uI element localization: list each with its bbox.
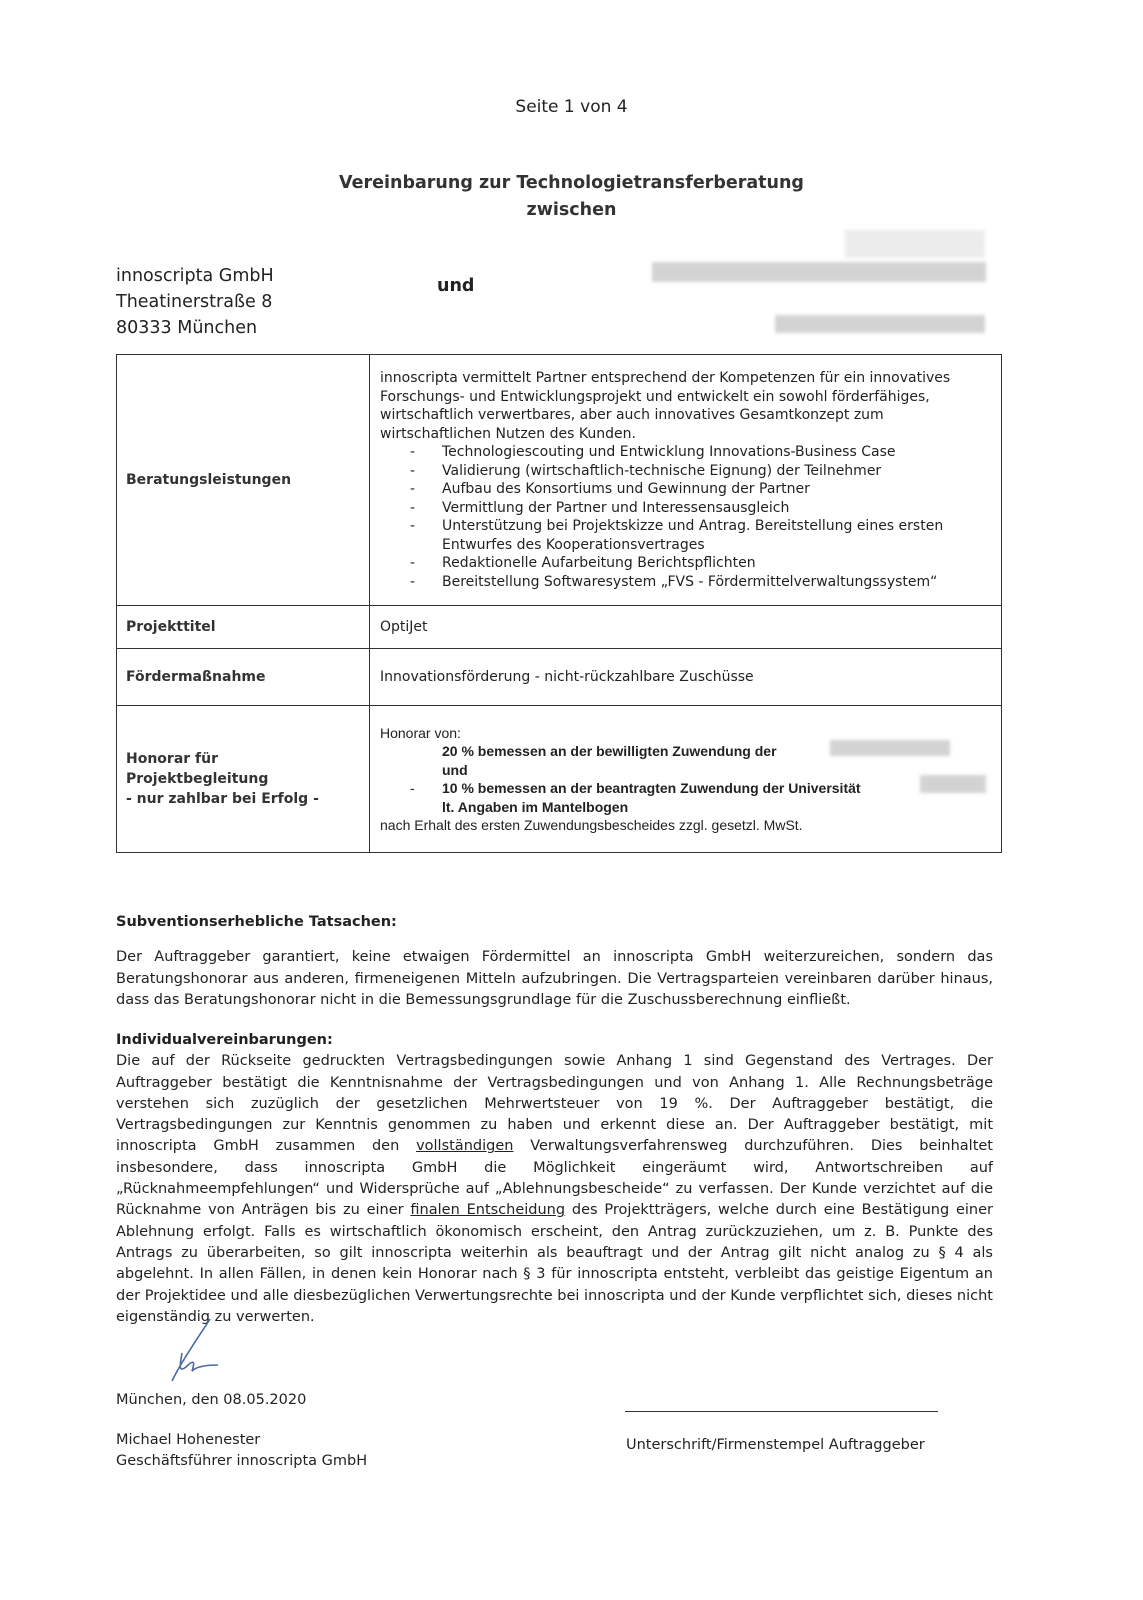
text-part: des Projektträgers, welche durch eine Bestätigung einer Ablehnung erfolgt. Falls es wirtschaftlich ökonomisch erscheint, den Antrag zurückzuziehen, um z. B. Punkte des Antrags zu überarbeiten, so gilt innoscripta weiterhin als beauftragt und der Antrag gilt nicht analog zu § 4 als abgelehnt. In allen Fällen, in denen kein Honorar nach § 3 für innoscripta entsteht, verbleibt das geistige Eigentum an der Projektidee und alle diesbezüglichen Verwertungsrechte bei innoscripta und der Kunde verpflichtet sich, dieses nicht eigenständig zu verwerten. (116, 1202, 993, 1325)
party-a-city: 80333 München (116, 318, 258, 338)
value-fee (370, 706, 1002, 853)
fee-line-3: - 10 % bemessen an der beantragten Zuwendung der Universität (410, 780, 861, 796)
signatory-name: Michael Hohenester (116, 1432, 261, 1448)
page-number: Seite 1 von 4 (515, 97, 628, 117)
party-a-street: Theatinerstraße 8 (116, 292, 273, 312)
individual-heading: Individualvereinbarungen: (116, 1032, 333, 1048)
services-list (380, 443, 991, 591)
individual-section (116, 1030, 993, 1328)
party-a-address (116, 263, 274, 341)
signatory-role: Geschäftsführer innoscripta GmbH (116, 1453, 368, 1469)
redacted-name (830, 740, 950, 756)
list-item: - Unterstützung bei Projektskizze und Antrag. Bereitstellung eines ersten Entwurfes des Kooperationsvertrages (380, 517, 991, 554)
underlined-text: finalen Entscheidung (410, 1202, 566, 1219)
agreement-table (116, 354, 1002, 853)
list-item: - Validierung (wirtschaftlich-technische Eignung) der Teilnehmer (380, 462, 991, 481)
fee-label-line: Projektbegleitung (126, 771, 269, 787)
list-item: - Aufbau des Konsortiums und Gewinnung der Partner (380, 480, 991, 499)
label-services: Beratungsleistungen (117, 355, 370, 606)
list-item: - Bereitstellung Softwaresystem „FVS - Fördermittelverwaltungssystem“ (380, 573, 991, 592)
document-title (0, 170, 1143, 224)
services-intro: innoscripta vermittelt Partner entsprechend der Kompetenzen für ein innovatives Forschungs- und Entwicklungsprojekt und entwickelt ein sowohl förderfähiges, wirtschaftlich verwertbares, aber auch innovatives Gesamtkonzept zum wirtschaftlichen Nutzen des Kunden. (380, 370, 951, 442)
fee-label-line: Honorar für (126, 751, 219, 767)
fee-line-3-text: 10 % bemessen an der beantragten Zuwendung der Universität (442, 780, 861, 796)
fee-line-1: 20 % bemessen an der bewilligten Zuwendung der (442, 743, 777, 759)
client-signature-label: Unterschrift/Firmenstempel Auftraggeber (626, 1437, 925, 1453)
signatory (116, 1430, 367, 1472)
table-row-services (117, 355, 1002, 606)
value-services (370, 355, 1002, 606)
label-fee (117, 706, 370, 853)
fee-line-2: und (442, 761, 468, 778)
connector: und (437, 276, 475, 296)
table-row-fee (117, 706, 1002, 853)
subsidy-section (116, 912, 993, 1011)
fee-outro: nach Erhalt des ersten Zuwendungsbescheides zzgl. gesetzl. MwSt. (380, 817, 803, 833)
fee-label-line: - nur zahlbar bei Erfolg - (126, 791, 319, 807)
text-part: Die auf der Rückseite gedruckten Vertragsbedingungen sowie Anhang 1 sind Gegenstand des Vertrages. Der Auftraggeber bestätigt die Kenntnisnahme der Vertragsbedingungen und von Anhang 1. Alle Rechnungsbeträge verstehen sich zuzüglich der gesetzlichen Mehrwertsteuer von 19 %. Der Auftraggeber bestätigt, die Vertragsbedingungen zur Kenntnis genommen zu haben und erkennt diese an. Der Auftraggeber bestätigt, mit innoscripta GmbH zusammen den (116, 1053, 993, 1155)
list-item: - Redaktionelle Aufarbeitung Berichtspflichten (380, 554, 991, 573)
title-line-1: Vereinbarung zur Technologietransferberatung (339, 173, 804, 193)
subsidy-text: Der Auftraggeber garantiert, keine etwaigen Fördermittel an innoscripta GmbH weiterzureichen, sondern das Beratungshonorar aus anderen, firmeneigenen Mitteln aufzubringen. Die Vertragsparteien vereinbaren darüber hinaus, dass das Beratungshonorar nicht in die Bemessungsgrundlage für die Zuschussberechnung einfließt. (116, 949, 993, 1008)
fee-line-4: lt. Angaben im Mantelbogen (442, 798, 629, 815)
value-funding: Innovationsförderung - nicht-rückzahlbare Zuschüsse (370, 649, 1002, 706)
redacted-party-b (775, 315, 985, 333)
value-project-title: OptiJet (370, 606, 1002, 649)
list-item: - Vermittlung der Partner und Interessensausgleich (380, 499, 991, 518)
fee-intro: Honorar von: (380, 724, 461, 741)
signature-image (160, 1315, 230, 1385)
redacted-party-b (845, 230, 985, 258)
table-row-funding (117, 649, 1002, 706)
party-a-name: innoscripta GmbH (116, 266, 274, 286)
place-date: München, den 08.05.2020 (116, 1392, 307, 1408)
client-signature-line (625, 1411, 938, 1412)
underlined-text: vollständigen (416, 1138, 514, 1155)
redacted-name (920, 775, 986, 793)
subsidy-heading: Subventionserhebliche Tatsachen: (116, 914, 397, 930)
individual-text (116, 1051, 993, 1328)
redacted-party-b (652, 262, 986, 282)
table-row-title (117, 606, 1002, 649)
list-item: - Technologiescouting und Entwicklung Innovations-Business Case (380, 443, 991, 462)
label-project-title: Projekttitel (117, 606, 370, 649)
title-line-2: zwischen (526, 200, 617, 220)
label-funding: Fördermaßnahme (117, 649, 370, 706)
text-part: Verwaltungsverfahrensweg durchzuführen. Dies beinhaltet insbesondere, dass innoscripta GmbH die Möglichkeit eingeräumt wird, Antwortschreiben auf „Rücknahmeempfehlungen“ und Widersprüche auf „Ablehnungsbescheide“ zu verfassen. Der Kunde verzichtet auf die Rücknahme von Anträgen bis zu einer (116, 1138, 993, 1219)
